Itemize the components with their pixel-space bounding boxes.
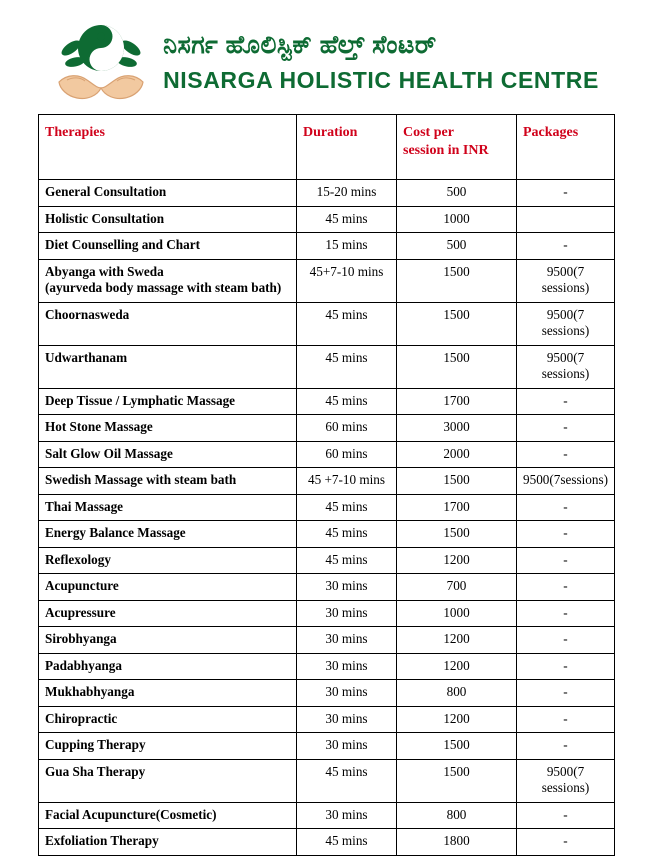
table-header-row	[39, 115, 615, 180]
cell-cost: 2000	[397, 441, 517, 468]
table-row	[39, 345, 615, 388]
table-row	[39, 547, 615, 574]
cell-package: -	[517, 233, 615, 260]
cell-package: -	[517, 829, 615, 856]
cell-therapy: Swedish Massage with steam bath	[39, 468, 297, 495]
table-head	[39, 115, 615, 180]
table-row	[39, 302, 615, 345]
cell-package	[517, 206, 615, 233]
document-header	[0, 0, 652, 114]
rates-table-wrapper	[0, 114, 652, 856]
cell-therapy: Holistic Consultation	[39, 206, 297, 233]
cell-therapy: Salt Glow Oil Massage	[39, 441, 297, 468]
cell-package: 9500(7 sessions)	[517, 759, 615, 802]
table-row	[39, 494, 615, 521]
cell-cost: 1500	[397, 259, 517, 302]
cell-therapy: Thai Massage	[39, 494, 297, 521]
cell-duration: 15 mins	[297, 233, 397, 260]
cell-duration: 45 mins	[297, 829, 397, 856]
table-row	[39, 653, 615, 680]
cell-therapy: Padabhyanga	[39, 653, 297, 680]
column-header-therapies: Therapies	[39, 115, 297, 180]
cell-duration: 60 mins	[297, 415, 397, 442]
table-row	[39, 441, 615, 468]
table-row	[39, 388, 615, 415]
clinic-logo	[53, 18, 149, 104]
cell-therapy: Acupuncture	[39, 574, 297, 601]
column-header-duration: Duration	[297, 115, 397, 180]
cell-duration: 45 mins	[297, 521, 397, 548]
table-row	[39, 706, 615, 733]
cell-duration: 30 mins	[297, 680, 397, 707]
cell-duration: 45 mins	[297, 547, 397, 574]
column-header-cost-line2: session in INR	[403, 142, 489, 158]
table-row	[39, 627, 615, 654]
cell-duration: 45+7-10 mins	[297, 259, 397, 302]
table-row	[39, 206, 615, 233]
cell-package: -	[517, 441, 615, 468]
cell-package: -	[517, 415, 615, 442]
table-row	[39, 259, 615, 302]
table-row	[39, 759, 615, 802]
cell-package: -	[517, 802, 615, 829]
table-row	[39, 600, 615, 627]
table-row	[39, 521, 615, 548]
cell-therapy: Hot Stone Massage	[39, 415, 297, 442]
cell-package: -	[517, 521, 615, 548]
table-body	[39, 180, 615, 856]
cell-duration: 15-20 mins	[297, 180, 397, 207]
cell-cost: 1000	[397, 206, 517, 233]
cell-package: 9500(7 sessions)	[517, 259, 615, 302]
table-row	[39, 733, 615, 760]
cell-cost: 1500	[397, 759, 517, 802]
cell-therapy: General Consultation	[39, 180, 297, 207]
cell-therapy: Abyanga with Sweda (ayurveda body massage with steam bath)	[39, 259, 297, 302]
cell-cost: 1200	[397, 627, 517, 654]
cell-cost: 1800	[397, 829, 517, 856]
cell-cost: 700	[397, 574, 517, 601]
cell-therapy: Exfoliation Therapy	[39, 829, 297, 856]
cell-therapy: Diet Counselling and Chart	[39, 233, 297, 260]
cell-package: -	[517, 180, 615, 207]
cell-duration: 30 mins	[297, 600, 397, 627]
cell-cost: 1200	[397, 653, 517, 680]
cell-package: 9500(7 sessions)	[517, 302, 615, 345]
cell-package: 9500(7 sessions)	[517, 345, 615, 388]
cell-cost: 500	[397, 233, 517, 260]
cell-cost: 1500	[397, 302, 517, 345]
cell-therapy: Energy Balance Massage	[39, 521, 297, 548]
cell-cost: 1700	[397, 388, 517, 415]
cell-therapy: Gua Sha Therapy	[39, 759, 297, 802]
cell-duration: 45 +7-10 mins	[297, 468, 397, 495]
table-row	[39, 415, 615, 442]
cell-package: -	[517, 627, 615, 654]
table-row	[39, 802, 615, 829]
cell-duration: 30 mins	[297, 627, 397, 654]
table-row	[39, 680, 615, 707]
cell-therapy-subtext: (ayurveda body massage with steam bath)	[45, 280, 282, 295]
table-row	[39, 180, 615, 207]
cell-duration: 45 mins	[297, 345, 397, 388]
cell-duration: 30 mins	[297, 574, 397, 601]
column-header-packages: Packages	[517, 115, 615, 180]
cell-therapy: Mukhabhyanga	[39, 680, 297, 707]
cell-cost: 800	[397, 802, 517, 829]
cell-therapy: Deep Tissue / Lymphatic Massage	[39, 388, 297, 415]
table-row	[39, 829, 615, 856]
cell-package: -	[517, 653, 615, 680]
cell-cost: 800	[397, 680, 517, 707]
cell-therapy: Reflexology	[39, 547, 297, 574]
clinic-name-english: NISARGA HOLISTIC HEALTH CENTRE	[163, 66, 599, 93]
cell-package: -	[517, 547, 615, 574]
cell-cost: 1500	[397, 733, 517, 760]
cell-therapy: Udwarthanam	[39, 345, 297, 388]
cell-cost: 1200	[397, 706, 517, 733]
cell-cost: 1500	[397, 521, 517, 548]
cell-duration: 30 mins	[297, 706, 397, 733]
cell-duration: 30 mins	[297, 653, 397, 680]
cell-cost: 1500	[397, 468, 517, 495]
cell-duration: 45 mins	[297, 494, 397, 521]
cell-duration: 45 mins	[297, 388, 397, 415]
cell-duration: 45 mins	[297, 302, 397, 345]
therapy-rates-table	[38, 114, 615, 856]
cell-duration: 45 mins	[297, 759, 397, 802]
cell-duration: 60 mins	[297, 441, 397, 468]
clinic-name-kannada: ನಿಸರ್ಗ ಹೊಲಿಸ್ಟಿಕ್ ಹೆಲ್ತ್ ಸೆಂಟರ್	[163, 31, 437, 60]
cell-package: -	[517, 600, 615, 627]
cell-duration: 30 mins	[297, 802, 397, 829]
cell-cost: 500	[397, 180, 517, 207]
cell-cost: 3000	[397, 415, 517, 442]
cell-package: -	[517, 574, 615, 601]
cell-therapy: Chiropractic	[39, 706, 297, 733]
cell-cost: 1200	[397, 547, 517, 574]
table-row	[39, 574, 615, 601]
cell-duration: 30 mins	[297, 733, 397, 760]
brand-names	[163, 26, 599, 95]
cell-package: 9500(7sessions)	[517, 468, 615, 495]
cell-cost: 1500	[397, 345, 517, 388]
cell-package: -	[517, 706, 615, 733]
cell-package: -	[517, 494, 615, 521]
cell-therapy: Choornasweda	[39, 302, 297, 345]
cell-package: -	[517, 733, 615, 760]
table-row	[39, 468, 615, 495]
cell-therapy: Facial Acupuncture(Cosmetic)	[39, 802, 297, 829]
yin-yang-in-hands-with-leaves-icon	[53, 18, 149, 104]
column-header-cost	[397, 115, 517, 180]
column-header-cost-line1: Cost per	[403, 125, 454, 140]
table-row	[39, 233, 615, 260]
cell-therapy: Sirobhyanga	[39, 627, 297, 654]
cell-package: -	[517, 388, 615, 415]
cell-therapy: Acupressure	[39, 600, 297, 627]
cell-duration: 45 mins	[297, 206, 397, 233]
cell-cost: 1700	[397, 494, 517, 521]
cell-therapy: Cupping Therapy	[39, 733, 297, 760]
cell-package: -	[517, 680, 615, 707]
cell-cost: 1000	[397, 600, 517, 627]
